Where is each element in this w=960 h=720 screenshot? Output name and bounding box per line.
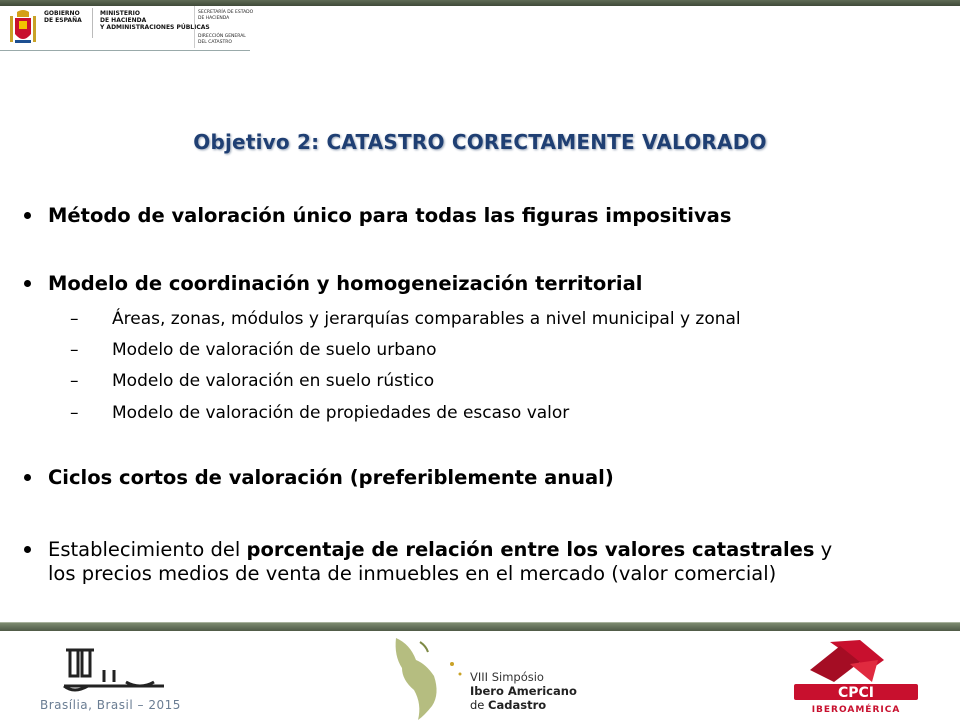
bullet-text <box>48 538 928 586</box>
top-bar <box>0 0 960 6</box>
sub-bullet-text: Áreas, zonas, módulos y jerarquías comparables a nivel municipal y zonal <box>112 309 741 329</box>
dash-icon: – <box>70 371 79 391</box>
event-line-3-bold: Cadastro <box>488 698 547 712</box>
dash-icon: – <box>70 309 79 329</box>
cpci-logo <box>790 636 922 716</box>
footer-city: Brasília, Brasil – 2015 <box>40 698 181 712</box>
sub-bullet-text: Modelo de valoración de suelo urbano <box>112 340 437 360</box>
event-line-1: VIII Simpósio <box>470 670 544 684</box>
bullet-dot-icon <box>24 212 31 219</box>
event-line-3-prefix: de <box>470 698 489 712</box>
dash-icon: – <box>70 403 79 423</box>
iberoamerica-text: IBEROAMÉRICA <box>811 705 901 715</box>
ministry-label: MINISTERIO DE HACIENDA Y ADMINISTRACIONES PÚBLICAS <box>100 10 210 31</box>
sub-bullet-text: Modelo de valoración en suelo rústico <box>112 371 435 391</box>
bullet-text-emphasis: porcentaje de relación entre los valores catastrales <box>246 538 815 561</box>
bullet-text-line2: los precios medios de venta de inmuebles en el mercado (valor comercial) <box>48 562 777 585</box>
cpci-text: CPCI <box>837 685 875 701</box>
event-line-2: Ibero Americano <box>470 684 577 698</box>
secretariat-label: SECRETARÍA DE ESTADO DE HACIENDA <box>198 10 254 21</box>
bottom-bar <box>0 622 960 631</box>
bullet-dot-icon <box>24 546 31 553</box>
bullet-text: Método de valoración único para todas las figuras impositivas <box>48 204 732 227</box>
slide-title: Objetivo 2: CATASTRO CORECTAMENTE VALORADO <box>193 130 767 154</box>
header-rule <box>0 50 250 51</box>
bullet-dot-icon <box>24 280 31 287</box>
coat-of-arms-icon <box>8 10 38 48</box>
government-label: GOBIERNO DE ESPAÑA <box>44 10 82 24</box>
bullet-text-part: Establecimiento del <box>48 538 247 561</box>
bullet-text: Ciclos cortos de valoración (preferiblemente anual) <box>48 466 614 489</box>
direction-label: DIRECCIÓN GENERAL DEL CATASTRO <box>198 34 246 45</box>
bullet-text-part: y <box>814 538 833 561</box>
bullet-dot-icon <box>24 474 31 481</box>
bullet-text: Modelo de coordinación y homogeneización territorial <box>48 272 643 295</box>
sub-bullet-text: Modelo de valoración de propiedades de escaso valor <box>112 403 570 423</box>
dash-icon: – <box>70 340 79 360</box>
event-line-3 <box>470 698 546 712</box>
header-divider <box>92 8 93 38</box>
